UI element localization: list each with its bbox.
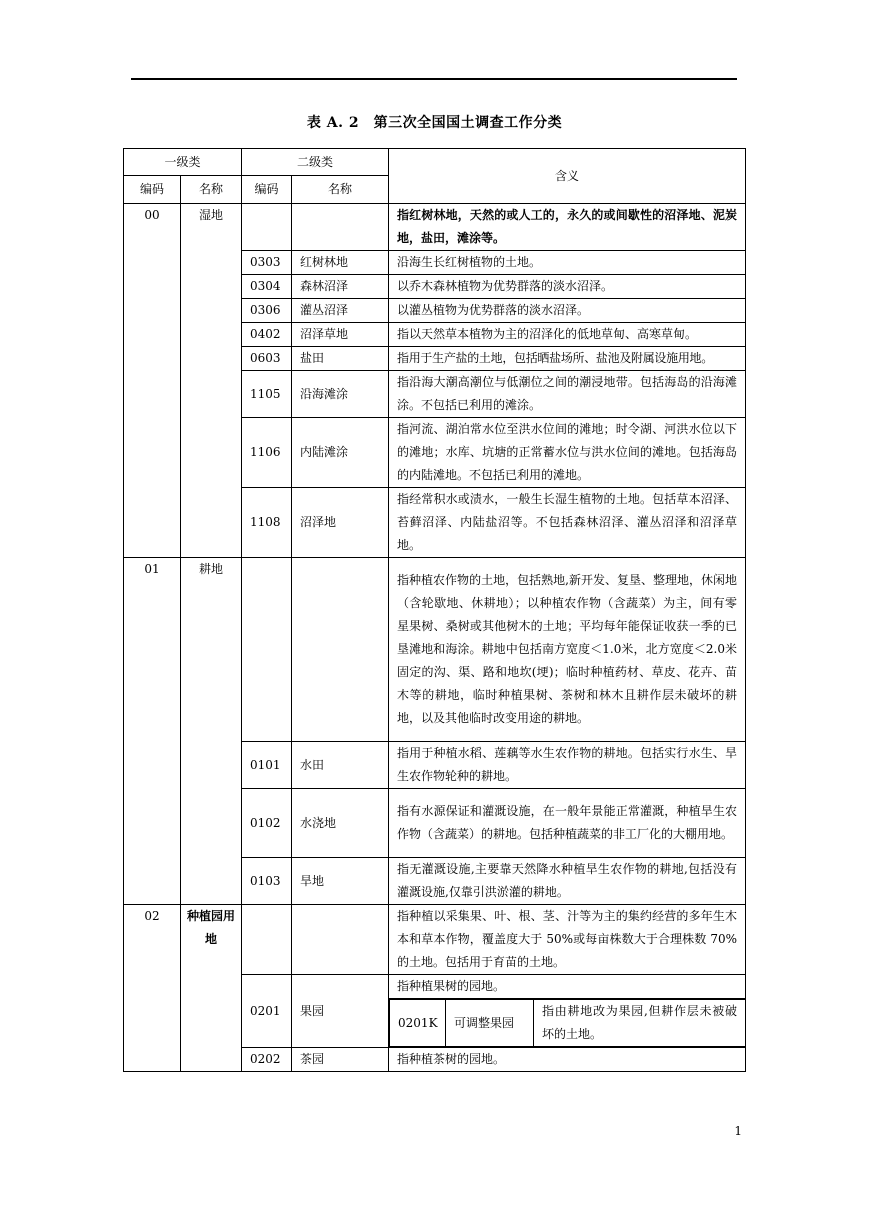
item-description: 指用于种植水稻、莲藕等水生农作物的耕地。包括实行水生、旱生农作物轮种的耕地。 — [389, 742, 746, 789]
item-code: 0201 — [242, 975, 292, 1048]
item-code: 0202 — [242, 1048, 292, 1072]
header-rule — [131, 78, 737, 80]
item-code: 0306 — [242, 299, 292, 323]
header-name: 名称 — [181, 176, 242, 204]
header-code: 编码 — [124, 176, 181, 204]
item-description: 沿海生长红树植物的土地。 — [389, 251, 746, 275]
group-code: 02 — [124, 905, 181, 1072]
item-code: 1108 — [242, 488, 292, 558]
group-name: 湿地 — [181, 204, 242, 558]
item-code: 0603 — [242, 347, 292, 371]
group-name: 种植园用地 — [181, 905, 242, 1072]
item-name: 水浇地 — [292, 789, 389, 858]
item-name: 盐田 — [292, 347, 389, 371]
item-code: 1106 — [242, 418, 292, 488]
item-code: 0102 — [242, 789, 292, 858]
sub-item-description: 指由耕地改为果园,但耕作层未被破坏的土地。 — [534, 1000, 746, 1047]
empty-cell — [242, 558, 292, 742]
item-description: 指无灌溉设施,主要靠天然降水种植旱生农作物的耕地,包括没有灌溉设施,仅靠引洪淤灌的耕地。 — [389, 858, 746, 905]
item-code: 0304 — [242, 275, 292, 299]
group-description: 指种植以采集果、叶、根、茎、汁等为主的集约经营的多年生木本和草本作物，覆盖度大于 50%或每亩株数大于合理株数 70%的土地。包括用于育苗的土地。 — [389, 905, 746, 975]
sub-item-table — [389, 999, 745, 1047]
group-description: 指种植农作物的土地，包括熟地,新开发、复垦、整理地，休闲地（含轮歇地、休耕地）；以种植农作物（含蔬菜）为主，间有零星果树、桑树或其他树木的土地；平均每年能保证收获一季的已垦滩地和海涂。耕地中包括南方宽度＜1.0米，北方宽度＜2.0米固定的沟、渠、路和地坎(埂)；临时种植药材、草皮、花卉、苗木等的耕地，临时种植果树、茶树和林木且耕作层未破坏的耕地，以及其他临时改变用途的耕地。 — [389, 558, 746, 742]
sub-item-code: 0201K — [390, 1000, 446, 1047]
item-name: 果园 — [292, 975, 389, 1048]
empty-cell — [292, 905, 389, 975]
item-description: 以灌丛植物为优势群落的淡水沼泽。 — [389, 299, 746, 323]
item-name: 旱地 — [292, 858, 389, 905]
empty-cell — [242, 905, 292, 975]
item-name: 水田 — [292, 742, 389, 789]
classification-table — [123, 148, 746, 1072]
header-level2: 二级类 — [242, 149, 389, 176]
item-name: 茶园 — [292, 1048, 389, 1072]
item-name: 红树林地 — [292, 251, 389, 275]
item-code: 0402 — [242, 323, 292, 347]
item-description: 指种植茶树的园地。 — [389, 1048, 746, 1072]
page-number: 1 — [734, 1124, 742, 1138]
item-description: 指以天然草本植物为主的沼泽化的低地草甸、高寒草甸。 — [389, 323, 746, 347]
sub-item-name: 可调整果园 — [446, 1000, 534, 1047]
item-name: 森林沼泽 — [292, 275, 389, 299]
group-name: 耕地 — [181, 558, 242, 905]
empty-cell — [242, 204, 292, 251]
item-name: 灌丛沼泽 — [292, 299, 389, 323]
group-code: 01 — [124, 558, 181, 905]
item-description: 指沿海大潮高潮位与低潮位之间的潮浸地带。包括海岛的沿海滩涂。不包括已利用的滩涂。 — [389, 371, 746, 418]
item-description: 指河流、湖泊常水位至洪水位间的滩地；时令湖、河洪水位以下的滩地；水库、坑塘的正常蓄水位与洪水位间的滩地。包括海岛的内陆滩地。不包括已利用的滩地。 — [389, 418, 746, 488]
header-code: 编码 — [242, 176, 292, 204]
table-title: 表 A. 2 第三次全国国土调查工作分类 — [306, 115, 563, 131]
item-name: 沼泽地 — [292, 488, 389, 558]
header-name: 名称 — [292, 176, 389, 204]
item-description: 指有水源保证和灌溉设施，在一般年景能正常灌溉，种植旱生农作物（含蔬菜）的耕地。包括种植蔬菜的非工厂化的大棚用地。 — [389, 789, 746, 858]
group-code: 00 — [124, 204, 181, 558]
item-description: 指经常积水或渍水，一般生长湿生植物的土地。包括草本沼泽、苔藓沼泽、内陆盐沼等。不包括森林沼泽、灌丛沼泽和沼泽草地。 — [389, 488, 746, 558]
header-level1: 一级类 — [124, 149, 242, 176]
item-name: 内陆滩涂 — [292, 418, 389, 488]
item-name: 沿海滩涂 — [292, 371, 389, 418]
item-name: 沼泽草地 — [292, 323, 389, 347]
item-code: 0101 — [242, 742, 292, 789]
item-code: 1105 — [242, 371, 292, 418]
item-description: 以乔木森林植物为优势群落的淡水沼泽。 — [389, 275, 746, 299]
item-code: 0103 — [242, 858, 292, 905]
empty-cell — [292, 204, 389, 251]
item-description: 指种植果树的园地。 — [389, 975, 746, 999]
sub-item-cell — [389, 999, 746, 1048]
header-meaning: 含义 — [389, 149, 746, 204]
item-description: 指用于生产盐的土地，包括晒盐场所、盐池及附属设施用地。 — [389, 347, 746, 371]
item-code: 0303 — [242, 251, 292, 275]
group-description: 指红树林地，天然的或人工的，永久的或间歇性的沼泽地、泥炭地，盐田，滩涂等。 — [389, 204, 746, 251]
empty-cell — [292, 558, 389, 742]
